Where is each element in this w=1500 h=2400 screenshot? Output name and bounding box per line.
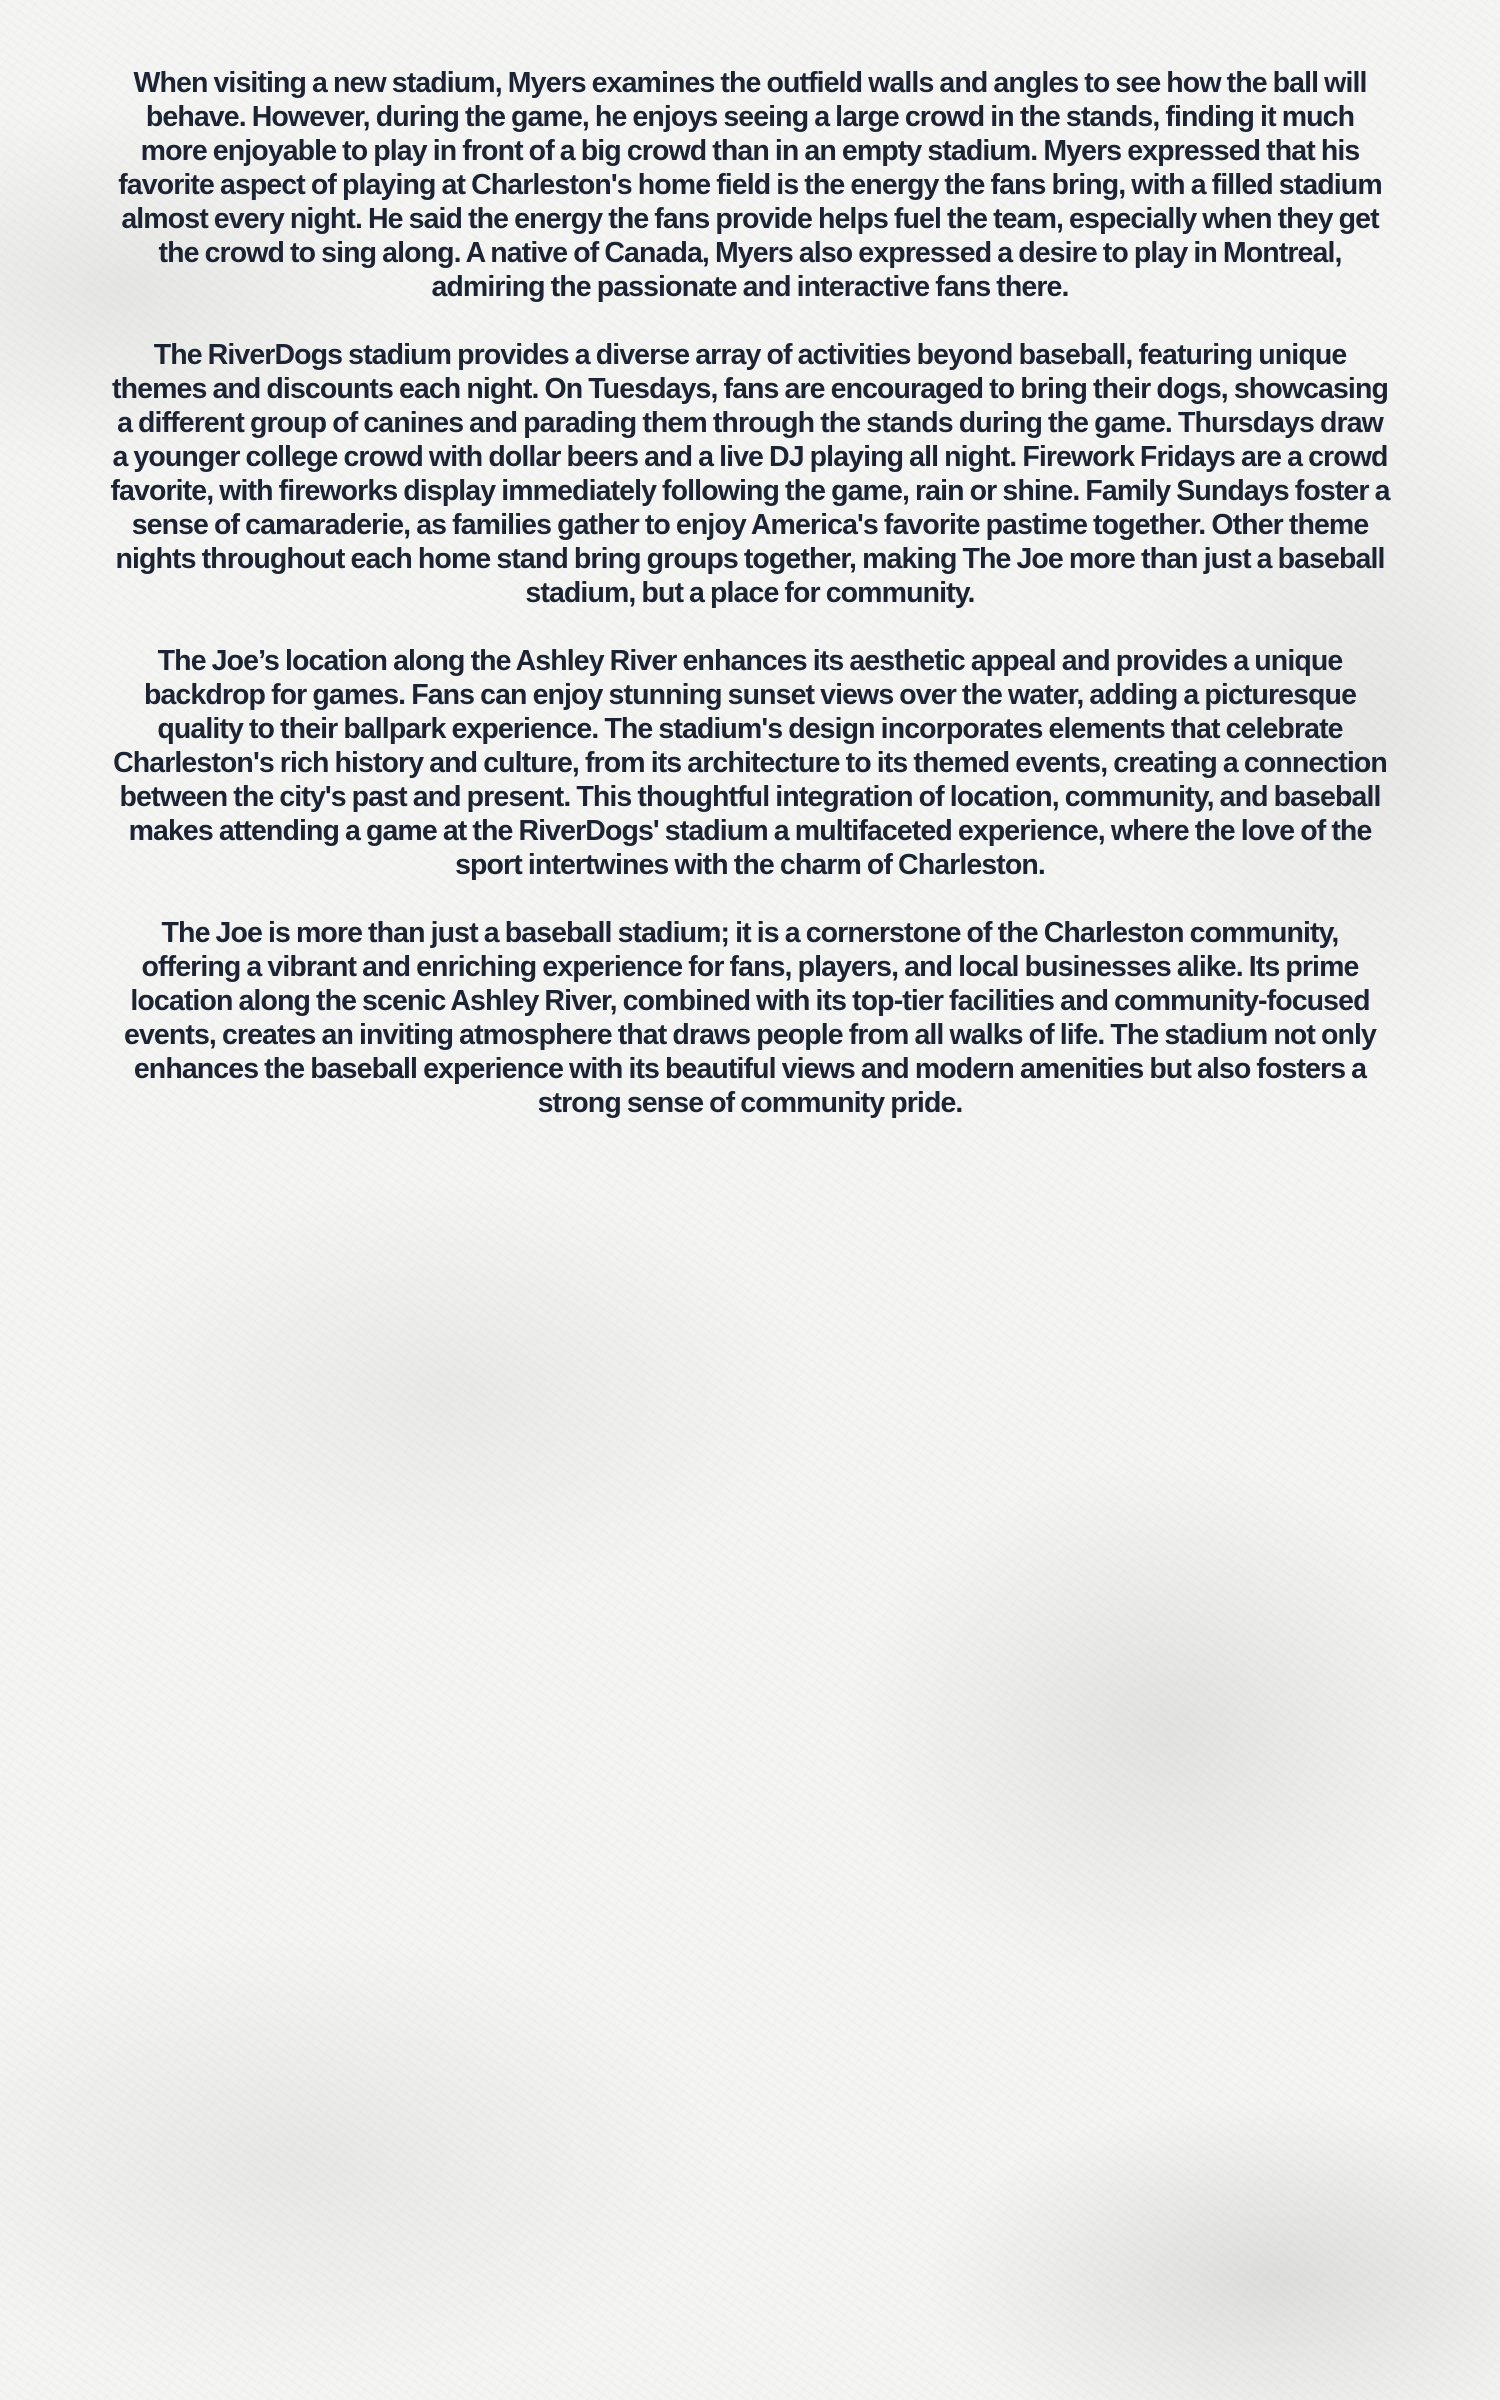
article-body	[110, 66, 1390, 1154]
paragraph-myers-stadiums: When visiting a new stadium, Myers examines the outfield walls and angles to see how the ball will behave. However, during the game, he enjoys seeing a large crowd in the stands, finding it much more enjoyable to play in front of a big crowd than in an empty stadium. Myers expressed that his favorite aspect of playing at Charleston's home field is the energy the fans bring, with a filled stadium almost every night. He said the energy the fans provide helps fuel the team, especially when they get the crowd to sing along. A native of Canada, Myers also expressed a desire to play in Montreal, admiring the passionate and interactive fans there.	[118, 67, 1382, 303]
paragraph-ashley-river-location: The Joe’s location along the Ashley River enhances its aesthetic appeal and provides a unique backdrop for games. Fans can enjoy stunning sunset views over the water, adding a picturesque quality to their ballpark experience. The stadium's design incorporates elements that celebrate Charleston's rich history and culture, from its architecture to its themed events, creating a connection between the city's past and present. This thoughtful integration of location, community, and baseball makes attending a game at the RiverDogs' stadium a multifaceted experience, where the love of the sport intertwines with the charm of Charleston.	[113, 645, 1387, 881]
paragraph-theme-nights: The RiverDogs stadium provides a diverse array of activities beyond baseball, featuring unique themes and discounts each night. On Tuesdays, fans are encouraged to bring their dogs, showcasing a different group of canines and parading them through the stands during the game. Thursdays draw a younger college crowd with dollar beers and a live DJ playing all night. Firework Fridays are a crowd favorite, with fireworks display immediately following the game, rain or shine. Family Sundays foster a sense of camaraderie, as families gather to enjoy America's favorite pastime together. Other theme nights throughout each home stand bring groups together, making The Joe more than just a baseball stadium, but a place for community.	[110, 339, 1390, 609]
paragraph-community-cornerstone: The Joe is more than just a baseball stadium; it is a cornerstone of the Charleston community, offering a vibrant and enriching experience for fans, players, and local businesses alike. Its prime location along the scenic Ashley River, combined with its top-tier facilities and community-focused events, creates an inviting atmosphere that draws people from all walks of life. The stadium not only enhances the baseball experience with its beautiful views and modern amenities but also fosters a strong sense of community pride.	[124, 917, 1376, 1119]
